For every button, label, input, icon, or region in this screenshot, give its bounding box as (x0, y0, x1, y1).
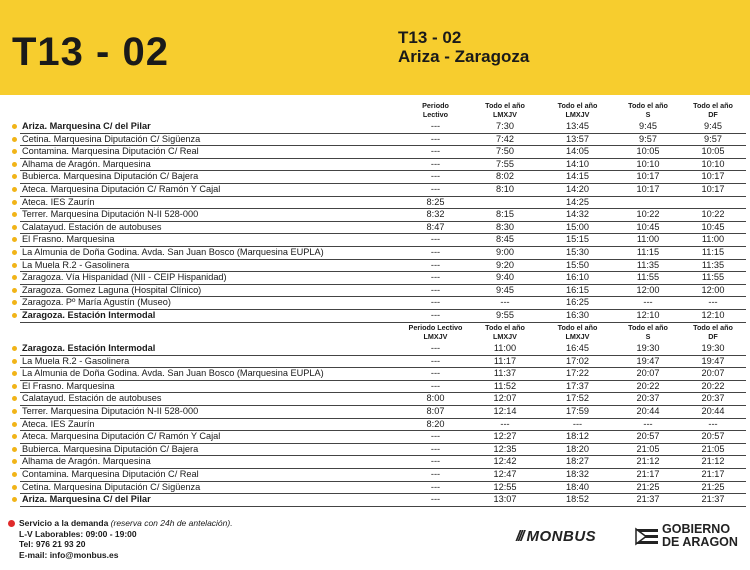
departure-time: 11:37 (471, 368, 539, 381)
stop-name: Ateca. Marquesina Diputación C/ Ramón Y Cajal (20, 183, 400, 196)
route-name: Ariza - Zaragoza (398, 47, 530, 66)
aragon-stripes-icon (634, 526, 660, 548)
monbus-bars-icon: /// (516, 528, 523, 545)
departure-time: 17:02 (539, 355, 616, 368)
stop-dot-icon (12, 384, 17, 389)
departure-time: 10:45 (616, 221, 680, 234)
table-row (8, 121, 746, 133)
demand-service-info (8, 518, 233, 560)
service-note: (reserva con 24h de antelación). (110, 518, 233, 528)
table-row (8, 297, 746, 310)
table-row (8, 158, 746, 171)
departure-time: 8:45 (471, 234, 539, 247)
departure-time: 15:00 (539, 221, 616, 234)
departure-time: --- (400, 355, 471, 368)
service-email[interactable]: E-mail: info@monbus.es (19, 549, 119, 560)
stop-name: Zaragoza. Gomez Laguna (Hospital Clínico) (20, 284, 400, 297)
departure-time: 11:35 (680, 259, 746, 272)
stop-name: Zaragoza. Estación Intermodal (20, 343, 400, 355)
table-row (8, 393, 746, 406)
table-row (8, 481, 746, 494)
header-spacer (20, 319, 400, 343)
column-header: Todo el año DF (693, 323, 733, 341)
gobierno-line1: GOBIERNO (662, 522, 731, 536)
departure-time: 8:47 (400, 221, 471, 234)
table-row (8, 246, 746, 259)
table-row (8, 209, 746, 222)
table-row (8, 221, 746, 234)
table-row (8, 443, 746, 456)
departure-time: 15:30 (539, 246, 616, 259)
stop-dot-icon (12, 288, 17, 293)
stop-name: Zaragoza. Vía Hispanidad (NII - CEIP Hispanidad) (20, 272, 400, 285)
departure-time: 15:15 (539, 234, 616, 247)
departure-time: 17:59 (539, 405, 616, 418)
return-timetable (8, 319, 746, 507)
stop-name: Terrer. Marquesina Diputación N-II 528-000 (20, 209, 400, 222)
departure-time (471, 196, 539, 209)
departure-time: --- (400, 259, 471, 272)
departure-time: 15:50 (539, 259, 616, 272)
column-header: Todo el año S (628, 323, 668, 341)
departure-time: 21:25 (680, 481, 746, 494)
departure-time: 12:00 (616, 284, 680, 297)
departure-time: 13:07 (471, 494, 539, 507)
stop-dot-icon (12, 300, 17, 305)
departure-time: --- (471, 297, 539, 310)
stop-name: La Muela R.2 - Gasolinera (20, 259, 400, 272)
departure-time: 11:55 (616, 272, 680, 285)
departure-time: --- (400, 494, 471, 507)
table-row (8, 133, 746, 146)
stop-name: Ateca. Marquesina Diputación C/ Ramón Y Cajal (20, 431, 400, 444)
stop-name: Ariza. Marquesina C/ del Pilar (20, 494, 400, 507)
departure-time: 10:10 (616, 158, 680, 171)
departure-time: --- (471, 418, 539, 431)
header-spacer (8, 97, 20, 121)
departure-time: --- (400, 272, 471, 285)
departure-time: 9:45 (680, 121, 746, 133)
departure-time: --- (400, 468, 471, 481)
service-phone[interactable]: Tel: 976 21 93 20 (19, 539, 86, 549)
stop-name: El Frasno. Marquesina (20, 380, 400, 393)
table-row (8, 405, 746, 418)
departure-time: 7:50 (471, 146, 539, 159)
departure-time: 20:44 (680, 405, 746, 418)
departure-time: --- (400, 431, 471, 444)
departure-time: 19:30 (680, 343, 746, 355)
departure-time: --- (400, 456, 471, 469)
departure-time (680, 196, 746, 209)
stop-name: La Almunia de Doña Godina. Avda. San Juan Bosco (Marquesina EUPLA) (20, 368, 400, 381)
departure-time: 13:57 (539, 133, 616, 146)
return-header-row (8, 319, 746, 343)
column-header: Todo el año DF (693, 101, 733, 119)
stop-name: Zaragoza. Pº María Agustín (Museo) (20, 297, 400, 310)
departure-time: 18:27 (539, 456, 616, 469)
demand-dot-icon (8, 520, 15, 527)
stop-name: Alhama de Aragón. Marquesina (20, 158, 400, 171)
departure-time: 14:32 (539, 209, 616, 222)
table-row (8, 196, 746, 209)
departure-time: --- (400, 158, 471, 171)
departure-time: 18:32 (539, 468, 616, 481)
departure-time: 20:44 (616, 405, 680, 418)
departure-time: --- (400, 171, 471, 184)
column-header: Todo el año S (628, 101, 668, 119)
departure-time: 8:20 (400, 418, 471, 431)
departure-time: 21:05 (680, 443, 746, 456)
departure-time: 11:35 (616, 259, 680, 272)
departure-time: --- (539, 418, 616, 431)
stop-dot-icon (12, 162, 17, 167)
departure-time: 12:27 (471, 431, 539, 444)
header-banner (0, 0, 750, 95)
departure-time: 9:45 (616, 121, 680, 133)
service-title: Servicio a la demanda (19, 518, 109, 528)
gobierno-line2: DE ARAGON (662, 534, 738, 549)
departure-time: 9:55 (471, 309, 539, 322)
departure-time: 19:47 (680, 355, 746, 368)
departure-time: 11:55 (680, 272, 746, 285)
stop-name: Bubierca. Marquesina Diputación C/ Bajera (20, 443, 400, 456)
stop-dot-icon (12, 137, 17, 142)
header-spacer (20, 97, 400, 121)
departure-time: 20:22 (616, 380, 680, 393)
departure-time: 11:52 (471, 380, 539, 393)
table-row (8, 431, 746, 444)
departure-time: 12:35 (471, 443, 539, 456)
stop-dot-icon (12, 346, 17, 351)
stop-name: Cetina. Marquesina Diputación C/ Sigüenza (20, 481, 400, 494)
departure-time: 20:07 (616, 368, 680, 381)
departure-time: 11:00 (680, 234, 746, 247)
stop-dot-icon (12, 447, 17, 452)
stop-name: La Muela R.2 - Gasolinera (20, 355, 400, 368)
stop-dot-icon (12, 200, 17, 205)
departure-time: --- (400, 183, 471, 196)
departure-time: 10:05 (680, 146, 746, 159)
stop-dot-icon (12, 472, 17, 477)
departure-time: 10:17 (680, 183, 746, 196)
route-code-small: T13 - 02 (398, 28, 462, 47)
departure-time: 12:10 (680, 309, 746, 322)
table-row (8, 272, 746, 285)
departure-time: 21:12 (680, 456, 746, 469)
departure-time: 20:57 (616, 431, 680, 444)
stop-dot-icon (12, 485, 17, 490)
departure-time: --- (616, 297, 680, 310)
departure-time: 10:17 (616, 183, 680, 196)
departure-time: 18:12 (539, 431, 616, 444)
departure-time: 8:00 (400, 393, 471, 406)
departure-time: --- (400, 481, 471, 494)
departure-time: --- (680, 418, 746, 431)
table-row (8, 380, 746, 393)
stop-dot-icon (12, 174, 17, 179)
table-row (8, 146, 746, 159)
stop-dot-icon (12, 396, 17, 401)
monbus-logo: /// MONBUS (516, 528, 597, 545)
departure-time: --- (400, 133, 471, 146)
stop-name: Ateca. IES Zaurín (20, 418, 400, 431)
stop-dot-icon (12, 359, 17, 364)
departure-time: 10:22 (680, 209, 746, 222)
departure-time: --- (400, 297, 471, 310)
departure-time: 19:47 (616, 355, 680, 368)
table-row (8, 343, 746, 355)
stop-name: Terrer. Marquesina Diputación N-II 528-000 (20, 405, 400, 418)
departure-time: 20:37 (616, 393, 680, 406)
departure-time: 21:17 (680, 468, 746, 481)
outbound-timetable (8, 97, 746, 323)
departure-time: 10:45 (680, 221, 746, 234)
departure-time: --- (400, 234, 471, 247)
departure-time: --- (400, 368, 471, 381)
stop-name: Bubierca. Marquesina Diputación C/ Bajera (20, 171, 400, 184)
departure-time: 8:07 (400, 405, 471, 418)
departure-time: 21:17 (616, 468, 680, 481)
departure-time: 20:37 (680, 393, 746, 406)
departure-time: 11:00 (471, 343, 539, 355)
departure-time: 10:10 (680, 158, 746, 171)
departure-time: 16:15 (539, 284, 616, 297)
departure-time: --- (680, 297, 746, 310)
departure-time: 20:07 (680, 368, 746, 381)
departure-time: 11:15 (616, 246, 680, 259)
departure-time: 10:17 (616, 171, 680, 184)
column-header: Todo el año LMXJV (557, 101, 598, 119)
departure-time: --- (400, 246, 471, 259)
departure-time: 12:00 (680, 284, 746, 297)
departure-time: 14:20 (539, 183, 616, 196)
table-row (8, 494, 746, 507)
departure-time: 9:57 (680, 133, 746, 146)
table-row (8, 171, 746, 184)
departure-time: 11:00 (616, 234, 680, 247)
departure-time: --- (616, 418, 680, 431)
departure-time: --- (400, 343, 471, 355)
departure-time: 11:17 (471, 355, 539, 368)
table-row (8, 368, 746, 381)
stop-dot-icon (12, 313, 17, 318)
departure-time: 7:30 (471, 121, 539, 133)
column-header: Todo el año LMXJV (485, 323, 525, 341)
stop-dot-icon (12, 459, 17, 464)
departure-time: 18:20 (539, 443, 616, 456)
stop-name: Calatayud. Estación de autobuses (20, 393, 400, 406)
stop-name: La Almunia de Doña Godina. Avda. San Juan Bosco (Marquesina EUPLA) (20, 246, 400, 259)
stop-dot-icon (12, 212, 17, 217)
departure-time: 8:30 (471, 221, 539, 234)
route-code-title: T13 - 02 (12, 30, 169, 74)
stop-name: Zaragoza. Estación Intermodal (20, 309, 400, 322)
table-row (8, 234, 746, 247)
departure-time: 21:37 (680, 494, 746, 507)
stop-name: Ariza. Marquesina C/ del Pilar (20, 121, 400, 133)
stop-dot-icon (12, 237, 17, 242)
stop-dot-icon (12, 422, 17, 427)
departure-time: 21:12 (616, 456, 680, 469)
stop-dot-icon (12, 409, 17, 414)
departure-time: --- (400, 284, 471, 297)
departure-time: 14:15 (539, 171, 616, 184)
departure-time: 20:57 (680, 431, 746, 444)
departure-time: 17:22 (539, 368, 616, 381)
stop-name: Contamina. Marquesina Diputación C/ Real (20, 146, 400, 159)
departure-time: 9:45 (471, 284, 539, 297)
departure-time: 9:57 (616, 133, 680, 146)
departure-time: --- (400, 380, 471, 393)
departure-time: 9:40 (471, 272, 539, 285)
table-row (8, 284, 746, 297)
departure-time: 8:15 (471, 209, 539, 222)
table-row (8, 183, 746, 196)
stop-name: Ateca. IES Zaurín (20, 196, 400, 209)
departure-time: 12:07 (471, 393, 539, 406)
departure-time: --- (400, 443, 471, 456)
departure-time: --- (400, 146, 471, 159)
departure-time: 8:10 (471, 183, 539, 196)
route-subtitle (398, 28, 529, 66)
stop-name: El Frasno. Marquesina (20, 234, 400, 247)
departure-time: 21:05 (616, 443, 680, 456)
departure-time (616, 196, 680, 209)
stop-dot-icon (12, 263, 17, 268)
departure-time: 13:45 (539, 121, 616, 133)
table-row (8, 468, 746, 481)
stop-dot-icon (12, 187, 17, 192)
stop-name: Calatayud. Estación de autobuses (20, 221, 400, 234)
stop-dot-icon (12, 434, 17, 439)
column-header: Todo el año LMXJV (557, 323, 598, 341)
table-row (8, 418, 746, 431)
stop-dot-icon (12, 250, 17, 255)
header-spacer (8, 319, 20, 343)
column-header: Todo el año LMXJV (485, 101, 525, 119)
service-hours: L-V Laborables: 09:00 - 19:00 (19, 528, 137, 539)
departure-time: 16:30 (539, 309, 616, 322)
departure-time: 12:14 (471, 405, 539, 418)
table-row (8, 456, 746, 469)
departure-time: 12:42 (471, 456, 539, 469)
departure-time: 16:25 (539, 297, 616, 310)
stop-dot-icon (12, 225, 17, 230)
departure-time: 8:32 (400, 209, 471, 222)
departure-time: 12:10 (616, 309, 680, 322)
departure-time: 8:25 (400, 196, 471, 209)
stop-name: Contamina. Marquesina Diputación C/ Real (20, 468, 400, 481)
departure-time: 7:55 (471, 158, 539, 171)
departure-time: 11:15 (680, 246, 746, 259)
table-row (8, 355, 746, 368)
departure-time: 18:52 (539, 494, 616, 507)
departure-time: 16:45 (539, 343, 616, 355)
stop-dot-icon (12, 497, 17, 502)
departure-time: 10:05 (616, 146, 680, 159)
departure-time: 10:17 (680, 171, 746, 184)
departure-time: 17:52 (539, 393, 616, 406)
departure-time: --- (400, 121, 471, 133)
departure-time: 14:10 (539, 158, 616, 171)
departure-time: 21:25 (616, 481, 680, 494)
departure-time: --- (400, 309, 471, 322)
stop-dot-icon (12, 371, 17, 376)
departure-time: 17:37 (539, 380, 616, 393)
stop-name: Alhama de Aragón. Marquesina (20, 456, 400, 469)
stop-dot-icon (12, 275, 17, 280)
departure-time: 18:40 (539, 481, 616, 494)
departure-time: 14:05 (539, 146, 616, 159)
column-header: Periodo Lectivo LMXJV (408, 323, 463, 341)
column-header: Periodo Lectivo (422, 101, 449, 119)
outbound-header-row (8, 97, 746, 121)
departure-time: 21:37 (616, 494, 680, 507)
stop-dot-icon (12, 124, 17, 129)
departure-time: 9:00 (471, 246, 539, 259)
departure-time: 20:22 (680, 380, 746, 393)
departure-time: 8:02 (471, 171, 539, 184)
departure-time: 10:22 (616, 209, 680, 222)
stop-name: Cetina. Marquesina Diputación C/ Sigüenza (20, 133, 400, 146)
departure-time: 12:47 (471, 468, 539, 481)
departure-time: 16:10 (539, 272, 616, 285)
table-row (8, 259, 746, 272)
departure-time: 14:25 (539, 196, 616, 209)
stop-dot-icon (12, 149, 17, 154)
departure-time: 9:20 (471, 259, 539, 272)
departure-time: 19:30 (616, 343, 680, 355)
departure-time: 12:55 (471, 481, 539, 494)
departure-time: 7:42 (471, 133, 539, 146)
